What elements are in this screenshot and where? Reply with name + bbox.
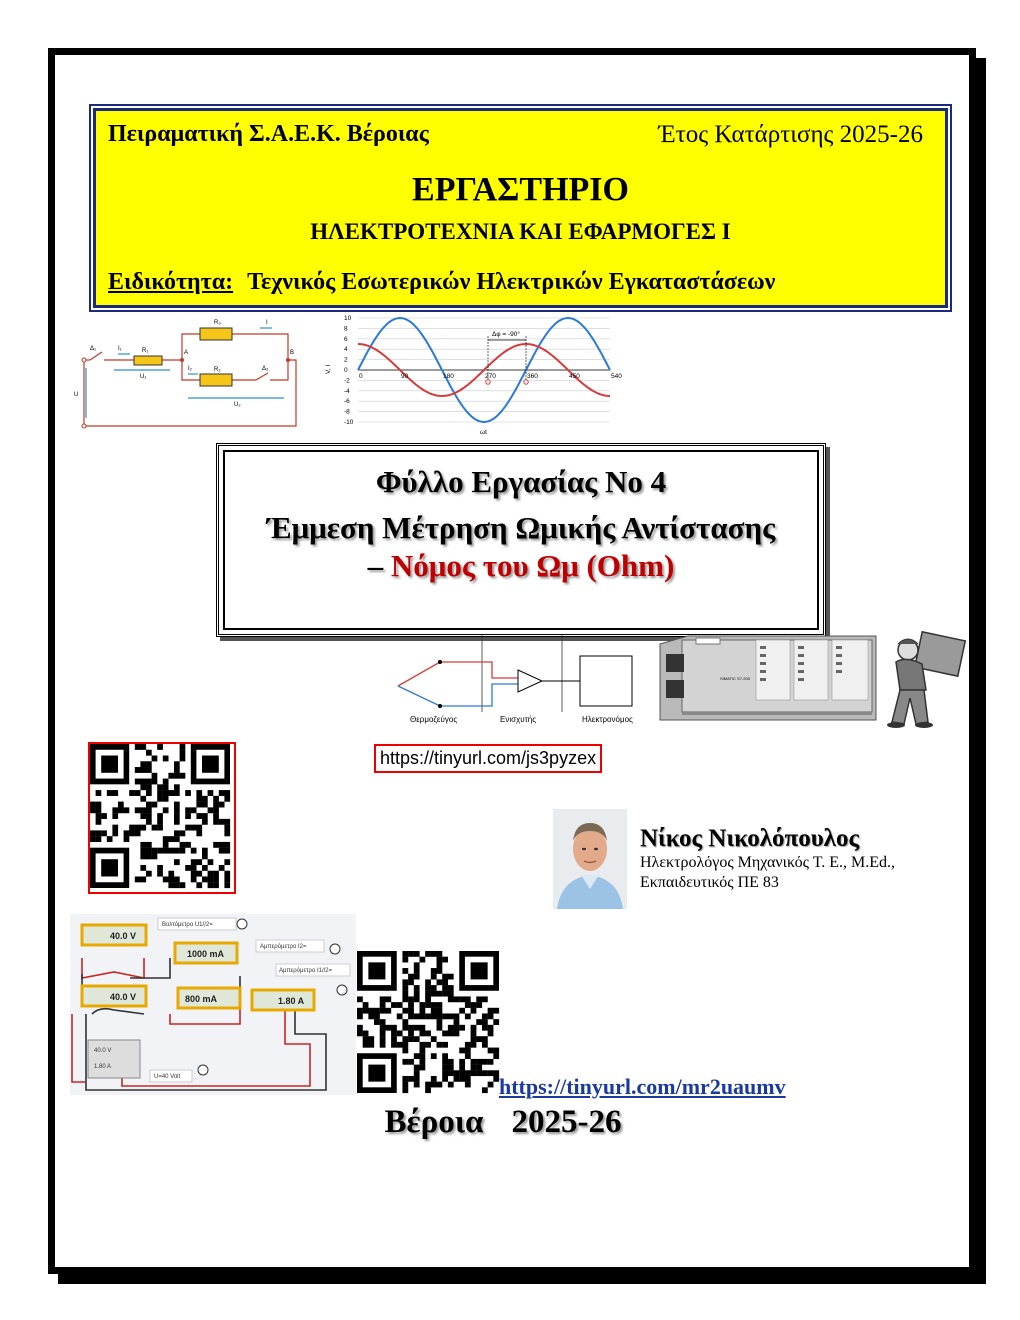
worksheet-link[interactable]: https://tinyurl.com/js3pyzex	[374, 744, 602, 773]
training-year: Έτος Κατάρτισης 2025-26	[658, 121, 923, 148]
svg-text:Αμπερόμετρο I2=: Αμπερόμετρο I2=	[260, 944, 307, 950]
sine-wave-chart	[322, 312, 622, 437]
svg-text:U₂: U₂	[234, 402, 241, 408]
author-title: Ηλεκτρολόγος Μηχανικός Τ. Ε., M.Ed.,	[640, 854, 896, 871]
y-tick-label: 2	[344, 356, 348, 364]
svg-text:Βολτόμετρο U1//2=: Βολτόμετρο U1//2=	[162, 922, 213, 928]
resistor-r2	[200, 374, 232, 386]
label-thermocouple: Θερμοζεύγος	[410, 715, 458, 724]
svg-text:B: B	[290, 350, 295, 356]
footer-city: Βέροια	[384, 1104, 484, 1140]
y-tick-label: 0	[344, 367, 348, 374]
y-tick-label: -10	[344, 419, 354, 426]
x-tick-label: 450	[569, 373, 580, 380]
qr-code-icon	[90, 744, 230, 888]
worksheet-title-box	[216, 443, 826, 637]
plc-image	[652, 634, 880, 724]
x-tick-label: 270	[485, 373, 496, 380]
y-tick-label: -2	[344, 377, 350, 385]
author-photo	[553, 809, 627, 909]
sine-ylabel: V, I	[325, 364, 332, 374]
phase-annotation: Δφ = -90°	[492, 331, 520, 338]
circuit-diagram	[70, 312, 313, 432]
lab-title: ΕΡΓΑΣΤΗΡΙΟ	[412, 171, 629, 208]
worksheet-topic: Έμμεση Μέτρηση Ωμικής Αντίστασης	[266, 510, 776, 545]
thermocouple-diagram	[392, 634, 647, 726]
specialty-value: Τεχνικός Εσωτερικών Ηλεκτρικών Εγκαταστάσεων	[247, 269, 776, 295]
svg-text:800 mA: 800 mA	[185, 994, 218, 1004]
x-tick-label: 90	[401, 373, 409, 380]
worksheet-subtopic: – Νόμος του Ωμ (Ohm)	[367, 548, 675, 583]
svg-text:1.80 A: 1.80 A	[278, 996, 305, 1006]
svg-text:SIMATIC S7-200: SIMATIC S7-200	[720, 676, 750, 681]
school-name: Πειραματική Σ.Α.Ε.Κ. Βέροιας	[108, 121, 429, 147]
qr-code-simulation[interactable]	[357, 951, 499, 1093]
label-relay: Ηλεκτρονόμος	[582, 715, 633, 724]
label-amplifier: Ενισχυτής	[500, 715, 537, 724]
header-box	[93, 108, 948, 308]
x-tick-label: 180	[443, 373, 454, 380]
svg-text:1000 mA: 1000 mA	[187, 949, 225, 959]
sine-xlabel: ωt	[480, 429, 487, 436]
svg-text:40.0 V: 40.0 V	[110, 931, 137, 941]
worksheet-number: Φύλλο Εργασίας Νο 4	[375, 464, 667, 499]
svg-text:A: A	[184, 350, 189, 356]
y-tick-label: 8	[344, 325, 348, 333]
worker-carrying-box-icon	[878, 626, 966, 730]
x-tick-label: 360	[527, 373, 538, 380]
svg-text:U=40 Volt: U=40 Volt	[154, 1074, 181, 1080]
footer	[0, 1104, 1020, 1141]
svg-text:R₁: R₁	[142, 348, 149, 354]
ohm-law-title: Νόμος του Ωμ (Ohm)	[390, 548, 675, 583]
y-tick-label: -8	[344, 408, 350, 416]
resistor-r3	[200, 328, 232, 340]
footer-year: 2025-26	[511, 1104, 622, 1140]
svg-text:Δ₂: Δ₂	[262, 366, 269, 372]
svg-text:R₃: R₃	[214, 320, 221, 326]
y-tick-label: 10	[344, 315, 352, 322]
simulation-link[interactable]: https://tinyurl.com/mr2uaumv	[499, 1074, 786, 1099]
svg-text:U: U	[74, 392, 79, 398]
y-tick-label: 4	[344, 346, 348, 354]
y-tick-label: -6	[344, 398, 350, 406]
subject-title: ΗΛΕΚΤΡΟΤΕΧΝΙΑ ΚΑΙ ΕΦΑΡΜΟΓΕΣ Ι	[310, 219, 731, 244]
svg-text:I₁: I₁	[118, 346, 122, 352]
qr-code-worksheet[interactable]	[88, 742, 236, 894]
svg-text:Δ₁: Δ₁	[90, 346, 97, 352]
svg-text:Αμπερόμετρο I1//2=: Αμπερόμετρο I1//2=	[279, 968, 333, 974]
svg-text:1.80 A: 1.80 A	[94, 1064, 112, 1070]
svg-text:R₂: R₂	[214, 367, 221, 373]
circuit-simulation	[70, 914, 356, 1095]
power-supply	[88, 1040, 140, 1078]
specialty	[108, 269, 775, 296]
author-role: Εκπαιδευτικός ΠΕ 83	[640, 874, 779, 891]
author-block	[640, 825, 895, 893]
x-tick-label: 0	[359, 373, 363, 380]
svg-text:40.0 V: 40.0 V	[94, 1048, 112, 1054]
author-name: Νίκος Νικολόπουλος	[640, 825, 860, 852]
y-tick-label: -4	[344, 387, 350, 395]
svg-text:I: I	[266, 320, 268, 326]
svg-text:U₁: U₁	[140, 374, 147, 380]
y-tick-label: 6	[344, 335, 348, 343]
svg-text:40.0 V: 40.0 V	[110, 992, 137, 1002]
svg-text:I₂: I₂	[188, 366, 192, 372]
specialty-label: Ειδικότητα:	[108, 269, 234, 295]
x-tick-label: 540	[611, 373, 622, 380]
resistor-r1	[134, 356, 162, 365]
